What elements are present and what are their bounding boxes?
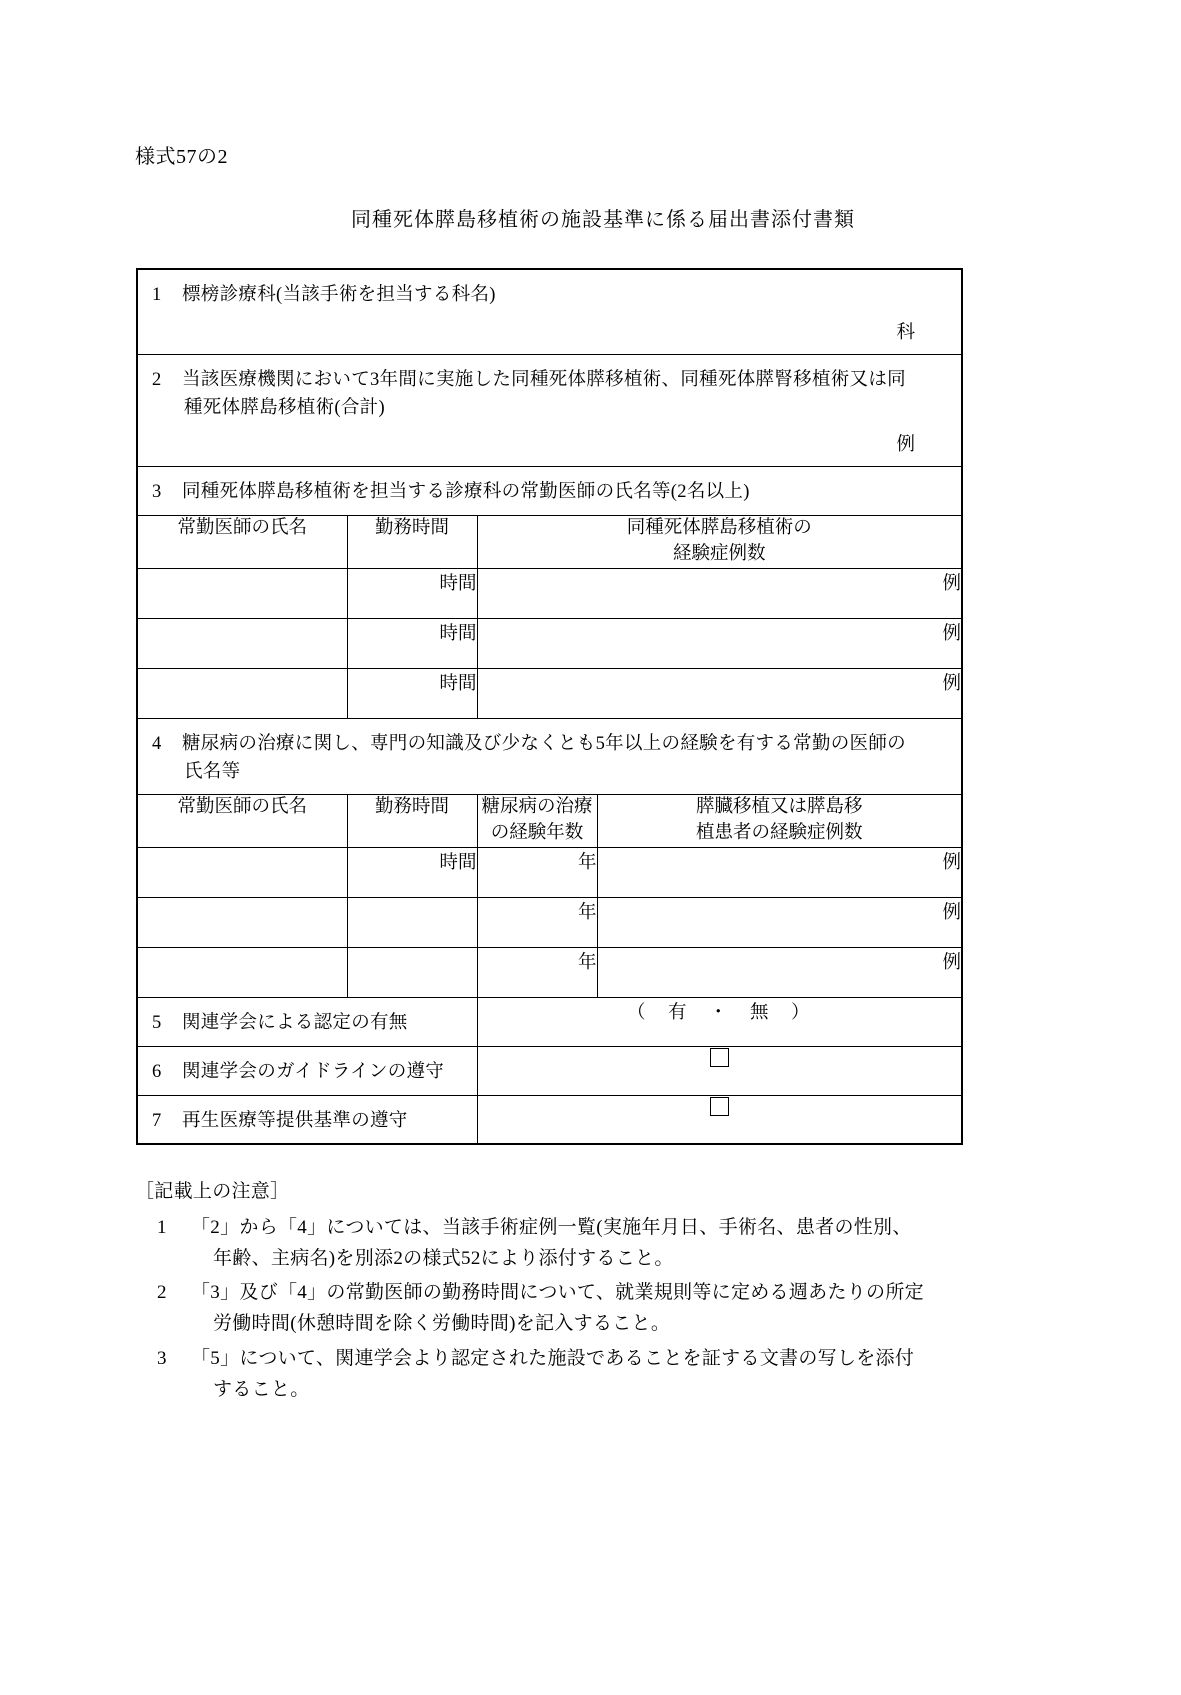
section4-row3-cases-unit[interactable]: 例 (597, 948, 962, 998)
section4-header-years-line1: 糖尿病の治療 (481, 797, 593, 818)
section4-header-hours: 勤務時間 (347, 795, 477, 848)
note-item (135, 1342, 1051, 1407)
section7-checkbox[interactable] (710, 1097, 729, 1116)
section7-value-cell (477, 1095, 962, 1144)
note-1-line1: 「2」から「4」については、当該手術症例一覧(実施年月日、手術名、患者の性別、 (191, 1216, 912, 1238)
section2-unit: 例 (896, 435, 916, 456)
section3-row1-name-input[interactable] (137, 568, 347, 618)
table-row-section2 (137, 354, 962, 467)
note-item (135, 1276, 1051, 1341)
section3-row1-hours-unit[interactable]: 時間 (347, 568, 477, 618)
form-number: 様式57の2 (135, 146, 228, 168)
section4-cell (137, 718, 962, 795)
section3-cell (137, 467, 962, 516)
section4-row3-name-input[interactable] (137, 948, 347, 998)
section4-header-years (477, 795, 597, 848)
section3-row2-hours-unit[interactable]: 時間 (347, 618, 477, 668)
section4-row3-years-unit[interactable]: 年 (477, 948, 597, 998)
section7-number: 7 (152, 1110, 162, 1131)
section4-header-years-line2: の経験年数 (490, 823, 584, 844)
table-row-section4 (137, 718, 962, 795)
section2-label (138, 355, 961, 431)
section6-text: 関連学会のガイドラインの遵守 (182, 1061, 445, 1082)
section1-cell (137, 269, 962, 354)
note-1-line2: 年齢、主病名)を別添2の様式52により添付すること。 (213, 1247, 674, 1269)
section7-text: 再生医療等提供基準の遵守 (182, 1110, 408, 1131)
section7-label (138, 1096, 477, 1144)
table-row-section5 (137, 998, 962, 1047)
section4-number: 4 (152, 733, 162, 754)
section3-text: 同種死体膵島移植術を担当する診療科の常勤医師の氏名等(2名以上) (182, 482, 750, 503)
section3-header-hours: 勤務時間 (347, 516, 477, 569)
section4-header-cases (597, 795, 962, 848)
section3-row2-cases-unit[interactable]: 例 (477, 618, 962, 668)
section1-number: 1 (152, 285, 162, 305)
section4-row2-cases-unit[interactable]: 例 (597, 898, 962, 948)
section4-row2-name-input[interactable] (137, 898, 347, 948)
section4-text-cont: 氏名等 (184, 761, 241, 782)
section5-text: 関連学会による認定の有無 (182, 1013, 408, 1034)
section2-cell (137, 354, 962, 467)
section4-row3-hours-unit[interactable] (347, 948, 477, 998)
facility-standard-form-table (136, 268, 963, 1145)
table-row-section4-headers (137, 795, 962, 848)
section3-row3-cases-unit[interactable]: 例 (477, 668, 962, 718)
section2-text: 当該医療機関において3年間に実施した同種死体膵移植術、同種死体膵腎移植術又は同 (182, 369, 906, 390)
section4-header-cases-line2: 植患者の経験症例数 (696, 823, 863, 844)
section6-number: 6 (152, 1061, 162, 1082)
section3-row3-hours-unit[interactable]: 時間 (347, 668, 477, 718)
note-item (135, 1211, 1051, 1276)
section1-unit: 科 (896, 322, 916, 343)
section2-number: 2 (152, 369, 162, 390)
note-2-line2: 労働時間(休憩時間を除く労働時間)を記入すること。 (213, 1313, 671, 1335)
table-row (137, 668, 962, 718)
section2-text-cont: 種死体膵島移植術(合計) (184, 397, 385, 418)
table-row-section7 (137, 1095, 962, 1144)
section3-header-name: 常勤医師の氏名 (137, 516, 347, 569)
section4-row1-name-input[interactable] (137, 848, 347, 898)
section4-header-cases-line1: 膵臓移植又は膵島移 (696, 797, 863, 818)
section6-label (138, 1047, 477, 1095)
table-row (137, 568, 962, 618)
notes-section (135, 1175, 1051, 1406)
note-2-line1: 「3」及び「4」の常勤医師の勤務時間について、就業規則等に定める週あたりの所定 (191, 1282, 924, 1304)
section6-checkbox[interactable] (710, 1048, 729, 1067)
section4-row2-years-unit[interactable]: 年 (477, 898, 597, 948)
section3-row3-name-input[interactable] (137, 668, 347, 718)
section3-number: 3 (152, 482, 162, 503)
section4-row1-years-unit[interactable]: 年 (477, 848, 597, 898)
section6-label-cell (137, 1046, 477, 1095)
table-row-section3-headers (137, 516, 962, 569)
section4-row1-hours-unit[interactable]: 時間 (347, 848, 477, 898)
section4-text: 糖尿病の治療に関し、専門の知識及び少なくとも5年以上の経験を有する常勤の医師の (182, 733, 906, 754)
table-row (137, 618, 962, 668)
note-3-line1: 「5」について、関連学会より認定された施設であることを証する文書の写しを添付 (191, 1347, 915, 1369)
document-title: 同種死体膵島移植術の施設基準に係る届出書添付書類 (351, 209, 855, 231)
section5-label (138, 998, 477, 1046)
section1-text: 標榜診療科(当該手術を担当する科名) (182, 285, 496, 305)
section3-header-cases (477, 516, 962, 569)
section6-value-cell (477, 1046, 962, 1095)
section4-header-name: 常勤医師の氏名 (137, 795, 347, 848)
section3-label (138, 467, 961, 515)
note-3-number: 3 (157, 1347, 167, 1369)
section4-row2-hours-unit[interactable] (347, 898, 477, 948)
note-2-number: 2 (157, 1282, 167, 1304)
table-row (137, 898, 962, 948)
section3-header-cases-line2: 経験症例数 (673, 543, 766, 564)
table-row (137, 848, 962, 898)
notes-title: ［記載上の注意］ (135, 1181, 290, 1203)
section4-row1-cases-unit[interactable]: 例 (597, 848, 962, 898)
note-3-line2: すること。 (213, 1378, 310, 1400)
section3-header-cases-line1: 同種死体膵島移植術の (626, 518, 812, 538)
section5-value[interactable]: （ 有 ・ 無 ） (477, 998, 962, 1047)
section3-row2-name-input[interactable] (137, 618, 347, 668)
table-row-section3 (137, 467, 962, 516)
section5-label-cell (137, 998, 477, 1047)
section1-label (138, 270, 961, 318)
section5-number: 5 (152, 1013, 162, 1034)
section7-label-cell (137, 1095, 477, 1144)
note-1-number: 1 (157, 1216, 167, 1238)
table-row-section1 (137, 269, 962, 354)
table-row-section6 (137, 1046, 962, 1095)
section4-label (138, 719, 961, 795)
section3-row1-cases-unit[interactable]: 例 (477, 568, 962, 618)
table-row (137, 948, 962, 998)
